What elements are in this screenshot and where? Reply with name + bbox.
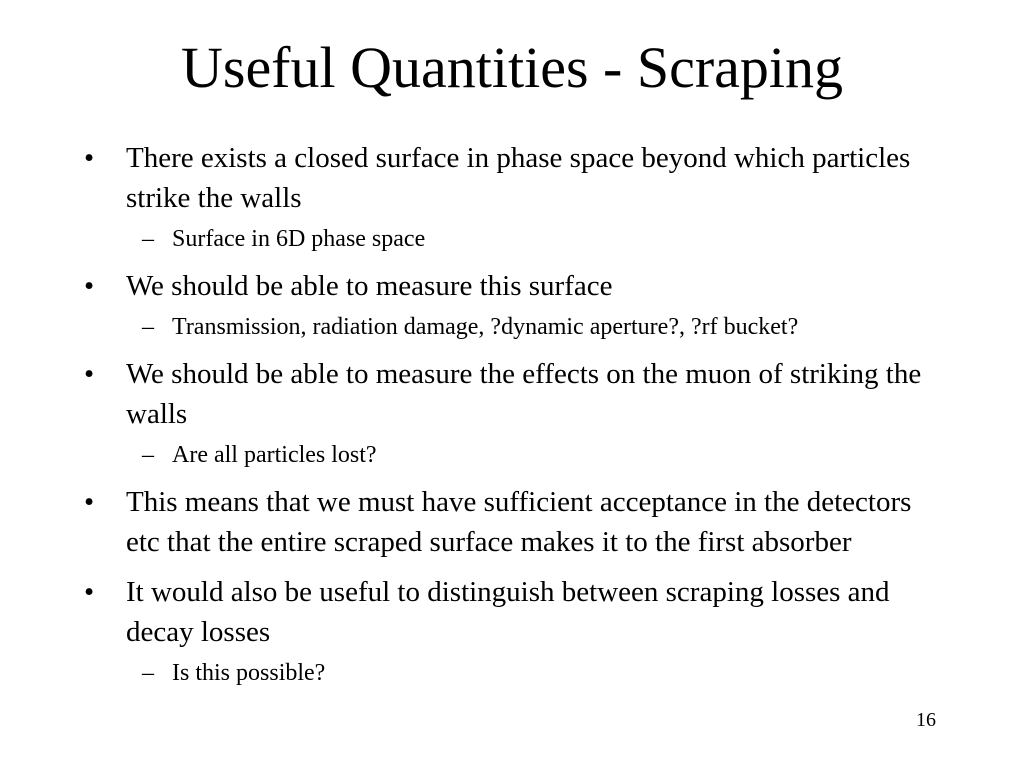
bullet-text: We should be able to measure the effects on the muon of striking the walls [126, 358, 922, 430]
bullet-text: We should be able to measure this surface [126, 270, 613, 302]
sub-text: Transmission, radiation damage, ?dynamic aperture?, ?rf bucket? [172, 314, 799, 340]
sub-item [126, 222, 944, 256]
sub-text: Surface in 6D phase space [172, 226, 426, 252]
bullet-marker: • [84, 142, 95, 174]
sub-list [126, 222, 944, 256]
sub-text: Are all particles lost? [172, 442, 377, 468]
sub-list [126, 656, 944, 690]
bullet-marker: • [84, 576, 95, 608]
bullet-item [84, 138, 944, 256]
sub-item [126, 656, 944, 690]
bullet-list [84, 138, 944, 690]
slide-title: Useful Quantities - Scraping [180, 35, 843, 100]
sub-item [126, 310, 944, 344]
page-number: 16 [916, 709, 936, 731]
bullet-marker: • [84, 486, 95, 518]
bullet-text: There exists a closed surface in phase space beyond which particles strike the walls [126, 142, 911, 214]
sub-list [126, 438, 944, 472]
bullet-item [84, 482, 944, 562]
bullet-text: This means that we must have sufficient acceptance in the detectors etc that the entire scraped surface makes it to the first absorber [126, 486, 912, 558]
sub-text: Is this possible? [172, 660, 326, 686]
sub-marker: – [142, 660, 154, 686]
bullet-item [84, 572, 944, 690]
bullet-marker: • [84, 270, 95, 302]
sub-item [126, 438, 944, 472]
bullet-item [84, 354, 944, 472]
sub-list [126, 310, 944, 344]
sub-marker: – [142, 442, 154, 468]
bullet-item [84, 266, 944, 344]
sub-marker: – [142, 226, 154, 252]
sub-marker: – [142, 314, 154, 340]
bullet-marker: • [84, 358, 95, 390]
bullet-text: It would also be useful to distinguish between scraping losses and decay losses [126, 576, 890, 648]
